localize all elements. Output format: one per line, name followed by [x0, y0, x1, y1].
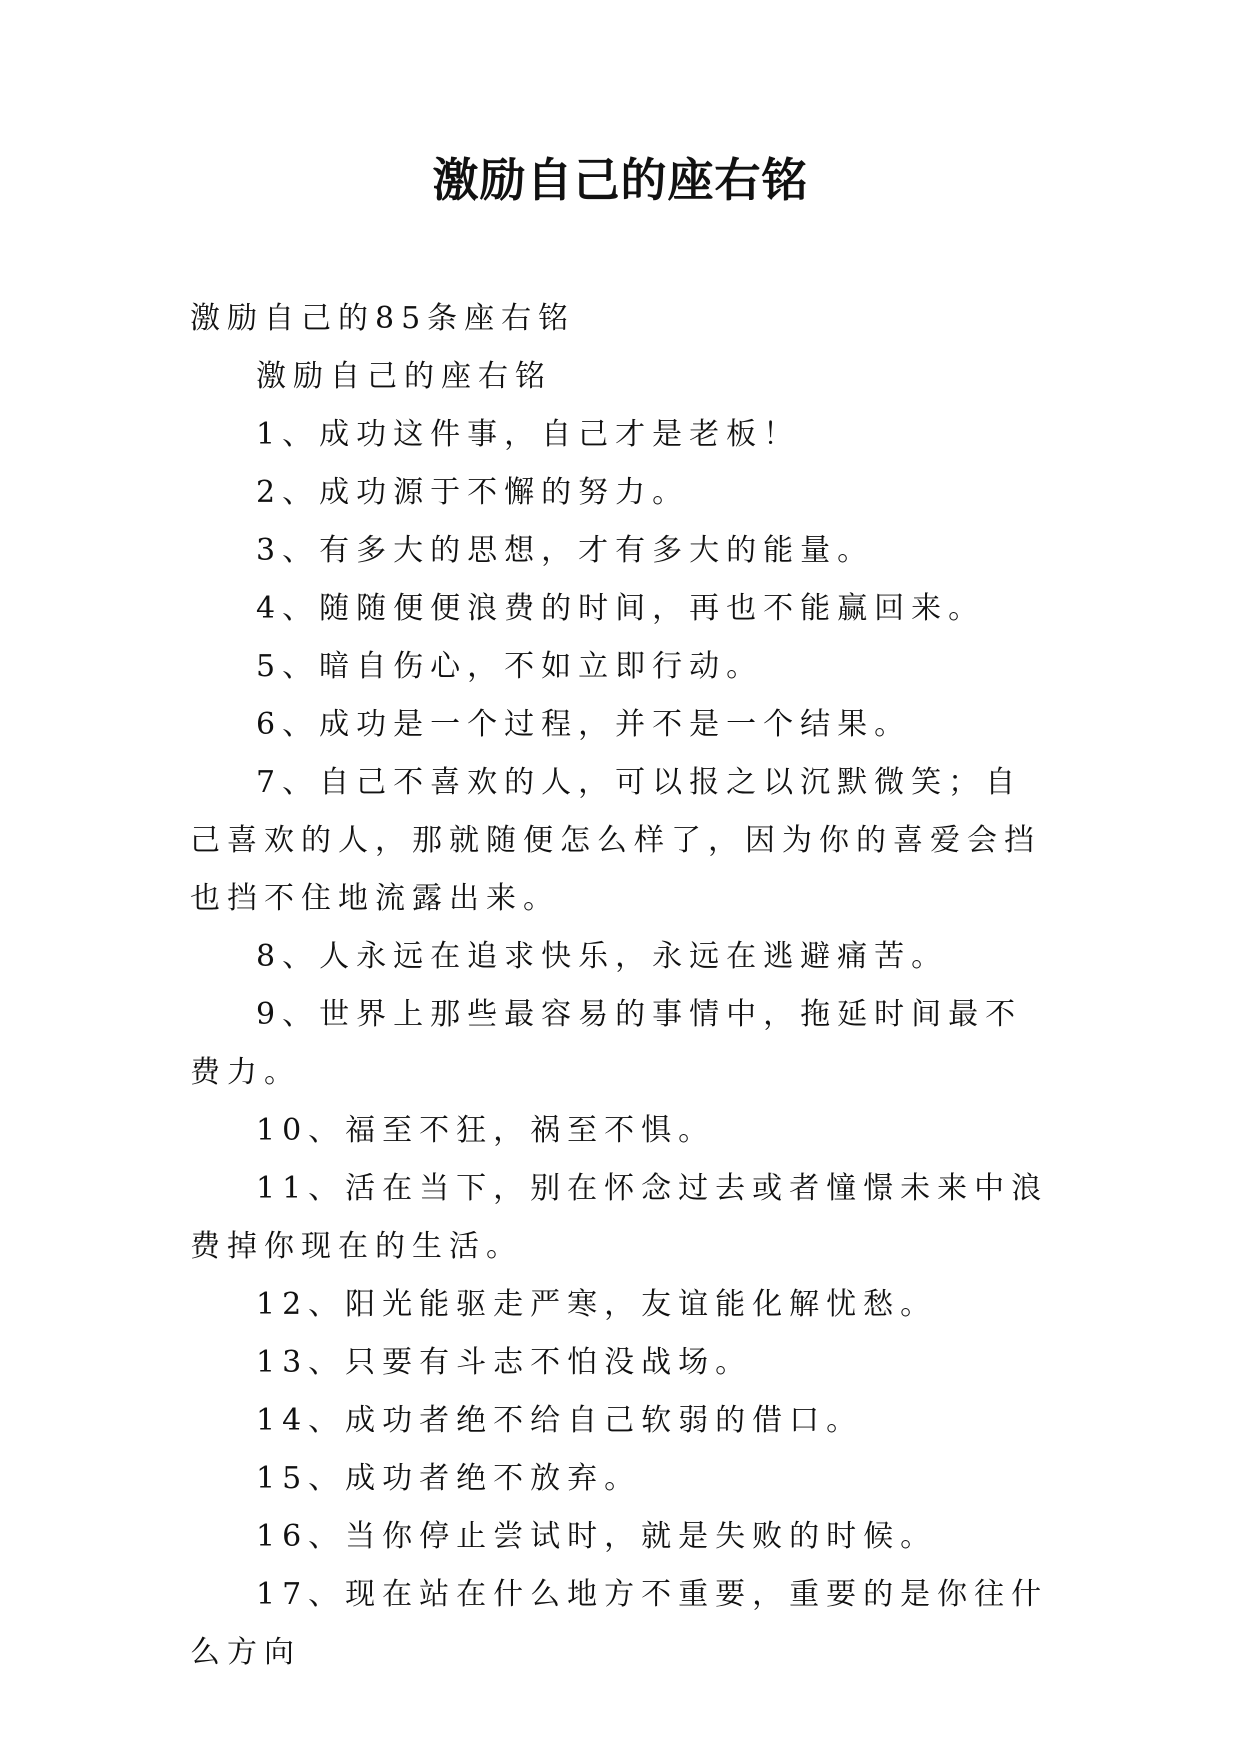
- list-item: 2、成功源于不懈的努力。: [256, 475, 690, 510]
- list-item: 12、阳光能驱走严寒，友谊能化解忧愁。: [256, 1287, 938, 1322]
- list-item: 17、现在站在什么地方不重要，重要的是你往什么方向: [190, 1577, 1049, 1670]
- document-title: 激励自己的座右铭: [432, 153, 809, 207]
- list-item: 5、暗自伤心，不如立即行动。: [256, 649, 764, 684]
- list-item: 14、成功者绝不给自己软弱的借口。: [256, 1403, 864, 1438]
- list-item: 1、成功这件事，自己才是老板！: [256, 417, 801, 452]
- document-body: [190, 290, 1052, 1682]
- list-item: 15、成功者绝不放弃。: [256, 1461, 642, 1496]
- list-item: 11、活在当下，别在怀念过去或者憧憬未来中浪费掉你现在的生活。: [190, 1171, 1049, 1264]
- list-item: 8、人永远在追求快乐，永远在逃避痛苦。: [256, 939, 949, 974]
- list-item: 13、只要有斗志不怕没战场。: [256, 1345, 753, 1380]
- list-item: 10、福至不狂，祸至不惧。: [256, 1113, 716, 1148]
- heading-line: 激励自己的85条座右铭: [190, 301, 576, 336]
- list-item: 4、随随便便浪费的时间，再也不能赢回来。: [256, 591, 986, 626]
- list-item: 3、有多大的思想，才有多大的能量。: [256, 533, 875, 568]
- subheading: 激励自己的座右铭: [256, 359, 552, 394]
- list-item: 6、成功是一个过程，并不是一个结果。: [256, 707, 912, 742]
- list-item: 9、世界上那些最容易的事情中，拖延时间最不费力。: [190, 997, 1023, 1090]
- list-item: 7、自己不喜欢的人，可以报之以沉默微笑；自己喜欢的人，那就随便怎么样了，因为你的喜爱会挡也挡不住地流露出来。: [190, 765, 1041, 916]
- list-item: 16、当你停止尝试时，就是失败的时候。: [256, 1519, 938, 1554]
